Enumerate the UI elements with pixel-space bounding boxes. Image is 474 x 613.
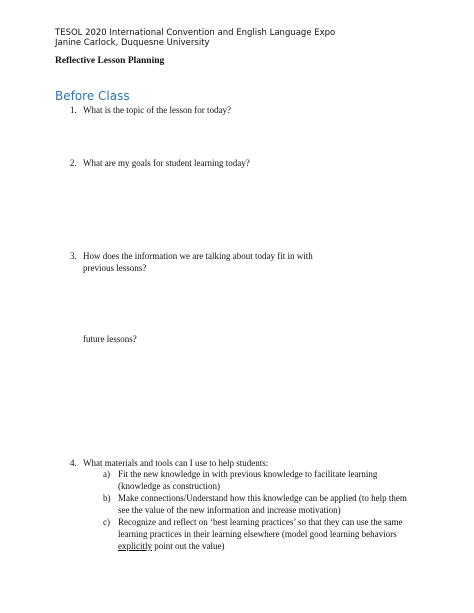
subitem-text: Recognize and reflect on ‘best learning practices’ so that they can use the same — [118, 517, 403, 527]
question-number: 4. — [70, 458, 77, 468]
subitem-text-rest: point out the value) — [152, 541, 225, 551]
subitem-text: (knowledge as construction) — [118, 481, 220, 491]
subitem-text: see the value of the new information and increase motivation) — [118, 505, 341, 515]
subitem-text — [118, 540, 224, 552]
question-number: 3. — [70, 251, 77, 261]
subitem-label: b) — [103, 493, 111, 503]
question-number: 1. — [70, 105, 77, 115]
subitem-text: Make connections/Understand how this knowledge can be applied (to help them — [118, 493, 407, 503]
question-number: 2. — [70, 158, 77, 168]
underlined-word: explicitly — [118, 541, 152, 551]
subitem-label: c) — [103, 517, 110, 527]
question-text: How does the information we are talking about today fit in with — [83, 251, 313, 261]
question-followup-text: future lessons? — [83, 334, 137, 344]
question-text: previous lessons? — [83, 263, 147, 273]
document-title: Reflective Lesson Planning — [55, 56, 165, 66]
subitem-text: learning practices in their learning elsewhere (model good learning behaviors — [118, 529, 397, 539]
header-author: Janine Carlock, Duquesne University — [55, 38, 210, 48]
subitem-label: a) — [103, 469, 110, 479]
subitem-text: Fit the new knowledge in with previous knowledge to facilitate learning — [118, 469, 378, 479]
question-text: What are my goals for student learning today? — [83, 158, 250, 168]
header-convention: TESOL 2020 International Convention and English Language Expo — [55, 28, 336, 38]
section-heading: Before Class — [55, 89, 130, 103]
question-text: What is the topic of the lesson for today? — [83, 105, 231, 115]
question-text: What materials and tools can I use to help students: — [83, 458, 269, 468]
